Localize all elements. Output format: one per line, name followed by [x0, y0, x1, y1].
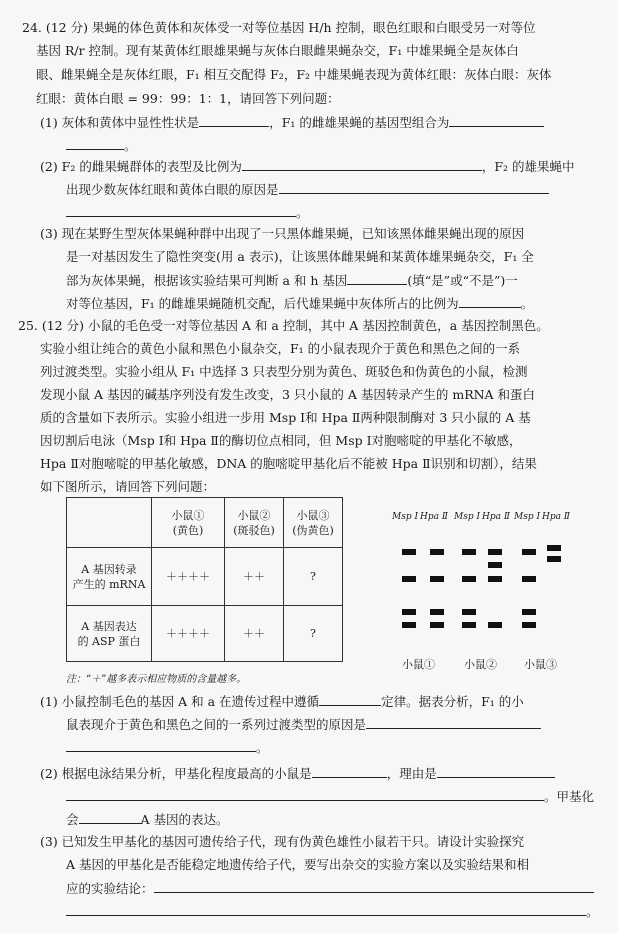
q25-part2-b: 。甲基化 — [66, 788, 594, 805]
q25-part1-b: 鼠表现介于黄色和黑色之间的一系列过渡类型的原因是 — [66, 716, 541, 733]
gel-band — [462, 609, 476, 615]
gel-band — [522, 576, 536, 582]
q24-part3-e: 对等位基因，F₁ 的雌雄果蝇随机交配，后代雄果蝇中灰体所占的比例为 。 — [66, 296, 534, 311]
q25-part3-c: 应的实验结论： — [66, 880, 594, 897]
q25-line-2: 实验小组让纯合的黄色小鼠和黑色小鼠杂交，F₁ 的小鼠表现介于黄色和黑色之间的一系 — [40, 341, 521, 356]
gel-band — [402, 609, 416, 615]
table-cell: ＋＋＋＋ — [152, 548, 225, 606]
answer-blank[interactable] — [154, 880, 594, 893]
gel-band — [430, 576, 444, 582]
gel-lane-header: Hpa Ⅱ — [542, 512, 570, 522]
gel-band — [430, 622, 444, 628]
q25-line-8: 如下图所示，请回答下列问题： — [40, 479, 216, 494]
answer-blank[interactable] — [437, 765, 555, 778]
results-table — [66, 497, 343, 662]
q25-part3-b: A 基因的甲基化是否能稳定地遗传给子代，要写出杂交的实验方案以及实验结果和相 — [66, 857, 530, 872]
table-row — [67, 548, 343, 606]
table-header: 小鼠③ (伪黄色) — [284, 498, 343, 548]
q25-part3-d: 。 — [66, 903, 599, 920]
gel-lane-header: Msp Ⅰ — [514, 512, 541, 522]
answer-blank[interactable] — [66, 903, 586, 916]
q25-line-6: 因切割后电泳（Msp Ⅰ和 Hpa Ⅱ的酶切位点相同，但 Msp Ⅰ对胞嘧啶的甲基化不敏感， — [40, 433, 522, 448]
table-header: 小鼠① (黄色) — [152, 498, 225, 548]
gel-band — [522, 622, 536, 628]
answer-blank[interactable] — [449, 114, 544, 127]
q24-part2: (2) F₂ 的雌果蝇群体的表型及比例为 ，F₂ 的雄果蝇中 — [40, 159, 575, 174]
q24-line-3: 眼、雌果蝇全是灰体红眼，F₁ 相互交配得 F₂，F₂ 中雄果蝇表现为黄体红眼：灰体白眼：灰体 — [36, 67, 552, 82]
q25-line-5: 质的含量如下表所示。实验小组进一步用 Msp Ⅰ和 Hpa Ⅱ两种限制酶对 3 只小鼠的 A 基 — [40, 410, 531, 425]
answer-blank[interactable] — [66, 204, 296, 217]
gel-lane-header: Hpa Ⅱ — [482, 512, 510, 522]
gel-band — [488, 549, 502, 555]
answer-blank[interactable] — [319, 693, 381, 706]
gel-band — [488, 562, 502, 568]
answer-blank[interactable] — [312, 765, 387, 778]
table-note: 注：“＋”越多表示相应物质的含量越多。 — [66, 674, 247, 685]
q24-line-1: 24. (12 分) 果蝇的体色黄体和灰体受一对等位基因 H/h 控制，眼色红眼和白眼受另一对等位 — [22, 20, 536, 35]
q24-part2-cont: 出现少数灰体红眼和黄体白眼的原因是 — [66, 181, 549, 198]
q25-part3: (3) 已知发生甲基化的基因可遗传给子代，现有伪黄色雄性小鼠若干只。请设计实验探究 — [40, 834, 525, 849]
electrophoresis-figure — [390, 512, 590, 672]
q25-line-7: Hpa Ⅱ对胞嘧啶的甲基化敏感，DNA 的胞嘧啶甲基化后不能被 Hpa Ⅱ识别和切割），结果 — [40, 456, 537, 471]
gel-band — [547, 545, 561, 551]
q24-part3: (3) 现在某野生型灰体果蝇种群中出现了一只黑体雌果蝇，已知该黑体雌果蝇出现的原因 — [40, 226, 525, 241]
gel-lane-header: Hpa Ⅱ — [420, 512, 448, 522]
answer-blank[interactable] — [199, 114, 269, 127]
q24-line-4: 红眼：黄体白眼 = 99：99：1：1，请回答下列问题： — [36, 91, 340, 106]
gel-band — [488, 622, 502, 628]
gel-band — [430, 549, 444, 555]
gel-band — [462, 622, 476, 628]
gel-band — [522, 549, 536, 555]
answer-blank[interactable] — [242, 158, 482, 171]
table-corner — [67, 498, 152, 548]
q25-part2-c: 会 A 基因的表达。 — [66, 812, 229, 827]
table-cell: ＋＋＋＋ — [152, 606, 225, 662]
table-row-label: A 基因转录 产生的 mRNA — [67, 548, 152, 606]
table-cell: ? — [284, 548, 343, 606]
gel-band — [547, 556, 561, 562]
gel-lane-header: Msp Ⅰ — [392, 512, 419, 522]
gel-band — [522, 609, 536, 615]
answer-blank[interactable] — [366, 716, 541, 729]
q25-line-4: 发现小鼠 A 基因的碱基序列没有发生改变，3 只小鼠的 A 基因转录产生的 mRNA 和蛋白 — [40, 387, 536, 402]
q25-part1: (1) 小鼠控制毛色的基因 A 和 a 在遗传过程中遵循 定律。据表分析，F₁ 的小 — [40, 694, 524, 709]
q24-part1-cont: 。 — [66, 137, 137, 154]
q24-part2-cont2: 。 — [66, 204, 309, 221]
table-cell: ? — [284, 606, 343, 662]
gel-band — [430, 609, 444, 615]
q25-part2: (2) 根据电泳结果分析，甲基化程度最高的小鼠是 ，理由是 — [40, 765, 555, 782]
q25-part1-c: 。 — [66, 739, 269, 756]
q24-part1: (1) 灰体和黄体中显性性状是 ，F₁ 的雌雄果蝇的基因型组合为 — [40, 114, 544, 131]
gel-band — [488, 576, 502, 582]
answer-blank[interactable] — [347, 272, 407, 285]
gel-band — [402, 576, 416, 582]
gel-band — [402, 622, 416, 628]
q24-part3-c: 部为灰体果蝇，根据该实验结果可判断 a 和 h 基因 (填“是”或“不是”)一 — [66, 273, 518, 288]
gel-band — [462, 549, 476, 555]
table-row — [67, 606, 343, 662]
answer-blank[interactable] — [66, 739, 256, 752]
table-cell: ＋＋ — [225, 548, 284, 606]
gel-band — [402, 549, 416, 555]
gel-lane-header: Msp Ⅰ — [454, 512, 481, 522]
q24-part3-b: 是一对基因发生了隐性突变(用 a 表示)，让该黑体雌果蝇和某黄体雄果蝇杂交，F₁ 全 — [66, 249, 534, 264]
gel-lane-label: 小鼠① — [402, 658, 435, 671]
answer-blank[interactable] — [279, 181, 549, 194]
answer-blank[interactable] — [459, 295, 521, 308]
answer-blank[interactable] — [66, 137, 124, 150]
q25-line-3: 列过渡类型。实验小组从 F₁ 中选择 3 只表型分别为黄色、斑驳色和伪黄色的小鼠，检测 — [40, 364, 528, 379]
table-header: 小鼠② (斑驳色) — [225, 498, 284, 548]
table-cell: ＋＋ — [225, 606, 284, 662]
q24-line-2: 基因 R/r 控制。现有某黄体红眼雄果蝇与灰体白眼雌果蝇杂交，F₁ 中雄果蝇全是灰体白 — [36, 43, 519, 58]
answer-blank[interactable] — [79, 811, 141, 824]
q25-line-1: 25. (12 分) 小鼠的毛色受一对等位基因 A 和 a 控制，其中 A 基因控制黄色，a 基因控制黑色。 — [18, 318, 549, 333]
table-row-label: A 基因表达 的 ASP 蛋白 — [67, 606, 152, 662]
answer-blank[interactable] — [66, 788, 544, 801]
gel-lane-label: 小鼠② — [464, 658, 497, 671]
gel-band — [462, 576, 476, 582]
gel-lane-label: 小鼠③ — [524, 658, 557, 671]
